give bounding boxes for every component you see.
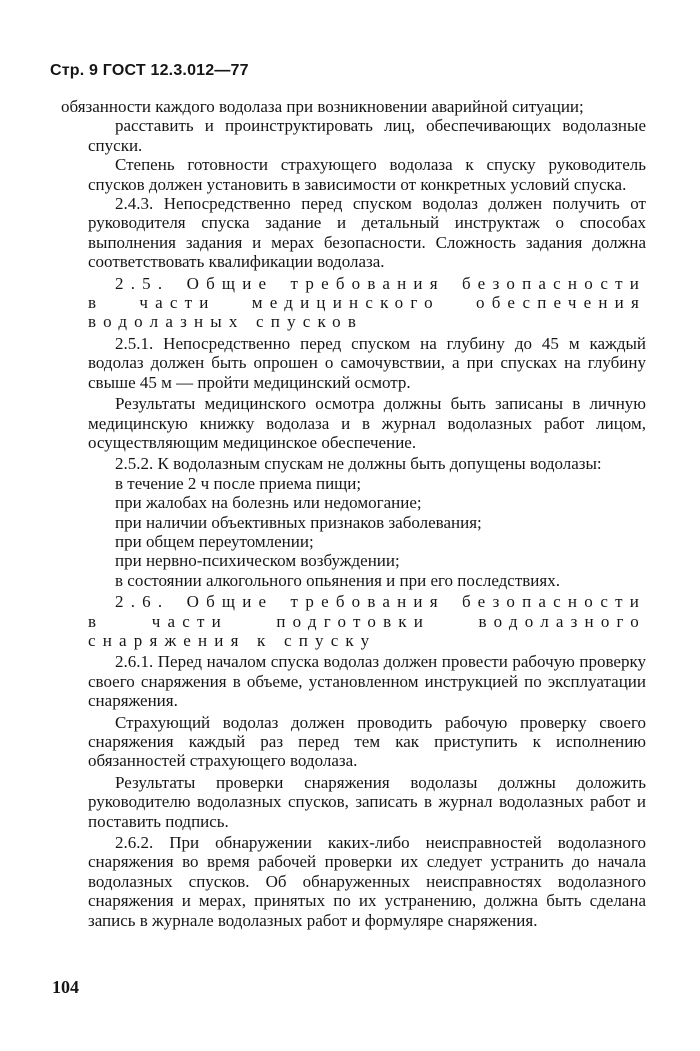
list-item: при общем переутомлении; bbox=[115, 531, 314, 551]
paragraph-2-4-3: 2.4.3. Непосредственно перед спуском водолаз должен получить от руководителя спуска задание и детальный инструктаж о способах выполнения задания и мерах безопасности. Сложность задания должна соответствовать квалификации водолаза. bbox=[88, 194, 646, 272]
conditions-list bbox=[88, 474, 646, 590]
page-header: Стр. 9 ГОСТ 12.3.012—77 bbox=[50, 62, 249, 79]
document-body bbox=[61, 97, 646, 930]
section-heading-2-5: 2.5. Общие требования безопасности в части медицинского обеспечения водолазных спусков bbox=[88, 273, 646, 332]
paragraph-readiness: Степень готовности страхующего водолаза к спуску руководитель спусков должен установить в зависимости от конкретных условий спуска. bbox=[88, 155, 646, 194]
paragraph-standby-diver: Страхующий водолаз должен проводить рабочую проверку своего снаряжения каждый раз перед тем как приступить к исполнению обязанностей страхующего водолаза. bbox=[88, 712, 646, 771]
paragraph-2-5-1: 2.5.1. Непосредственно перед спуском на глубину до 45 м каждый водолаз должен быть опрошен о самочувствии, а при спусках на глубину свыше 45 м — пройти медицинский осмотр. bbox=[88, 333, 646, 392]
paragraph-duties: обязанности каждого водолаза при возникновении аварийной ситуации; bbox=[61, 97, 584, 116]
list-item: в состоянии алкогольного опьянения и при его последствиях. bbox=[115, 570, 560, 590]
list-item: при жалобах на болезнь или недомогание; bbox=[115, 493, 422, 513]
paragraph-2-5-2: 2.5.2. К водолазным спускам не должны быть допущены водолазы: bbox=[115, 454, 602, 474]
paragraph-2-6-1: 2.6.1. Перед началом спуска водолаз должен провести рабочую проверку своего снаряжения в объеме, установленном инструкцией по эксплуатации снаряжения. bbox=[88, 652, 646, 711]
paragraph-2-6-2: 2.6.2. При обнаружении каких-либо неисправностей водолазного снаряжения во время рабочей проверки их следует устранить до начала водолазных спусков. Об обнаруженных неисправностях водолазного снаряжения и мерах, принятых по их устранению, должна быть сделана запись в журнале водолазных работ и формуляре снаряжения. bbox=[88, 833, 646, 930]
paragraph-check-results: Результаты проверки снаряжения водолазы должны доложить руководителю водолазных спусков, записать в журнал водолазных работ и поставить подпись. bbox=[88, 772, 646, 831]
list-item: в течение 2 ч после приема пищи; bbox=[115, 473, 362, 493]
paragraph-medical-results: Результаты медицинского осмотра должны быть записаны в личную медицинскую книжку водолаза и в журнал водолазных работ лицом, осуществляющим медицинское обеспечение. bbox=[88, 394, 646, 452]
section-heading-2-6: 2.6. Общие требования безопасности в части подготовки водолазного снаряжения к спуску bbox=[88, 592, 646, 650]
page-number: 104 bbox=[52, 977, 79, 997]
list-item: при нервно-психическом возбуждении; bbox=[115, 551, 400, 571]
paragraph-instruct: расставить и проинструктировать лиц, обеспечивающих водолазные спуски. bbox=[88, 116, 646, 155]
list-item: при наличии объективных признаков заболевания; bbox=[115, 512, 482, 532]
